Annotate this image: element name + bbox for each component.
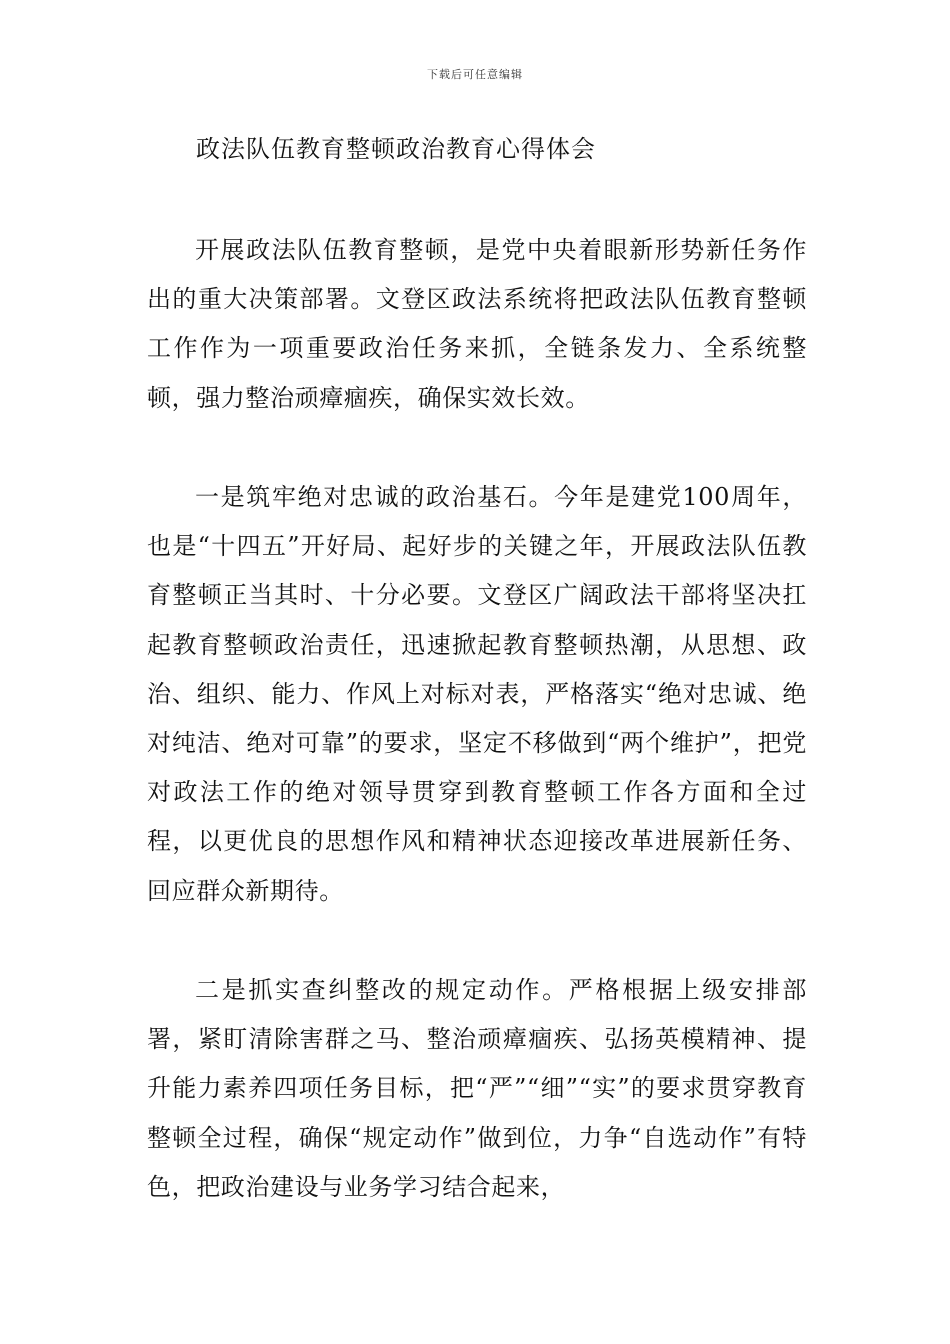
paragraph-point-two: 二是抓实查纠整改的规定动作。严格根据上级安排部署，紧盯清除害群之马、整治顽瘴痼疾、弘扬英模精神、提升能力素养四项任务目标，把“严”“细”“实”的要求贯穿教育整顿全过程，确保“规定动作”做到位，力争“自选动作”有特色，把政治建设与业务学习结合起来， [147, 976, 807, 1201]
paragraph-point-one: 一是筑牢绝对忠诚的政治基石。今年是建党100周年，也是“十四五”开好局、起好步的关键之年，开展政法队伍教育整顿正当其时、十分必要。文登区广阔政法干部将坚决扛起教育整顿政治责任，迅速掀起教育整顿热潮，从思想、政治、组织、能力、作风上对标对表，严格落实“绝对忠诚、绝对纯洁、绝对可靠”的要求，坚定不移做到“两个维护”，把党对政法工作的绝对领导贯穿到教育整顿工作各方面和全过程，以更优良的思想作风和精神状态迎接改革进展新任务、回应群众新期待。 [147, 483, 807, 905]
paragraph-intro: 开展政法队伍教育整顿，是党中央着眼新形势新任务作出的重大决策部署。文登区政法系统将把政法队伍教育整顿工作作为一项重要政治任务来抓，全链条发力、全系统整顿，强力整治顽瘴痼疾，确保实效长效。 [147, 236, 807, 412]
document-title: 政法队伍教育整顿政治教育心得体会 [196, 135, 596, 163]
header-note: 下载后可任意编辑 [427, 68, 523, 81]
